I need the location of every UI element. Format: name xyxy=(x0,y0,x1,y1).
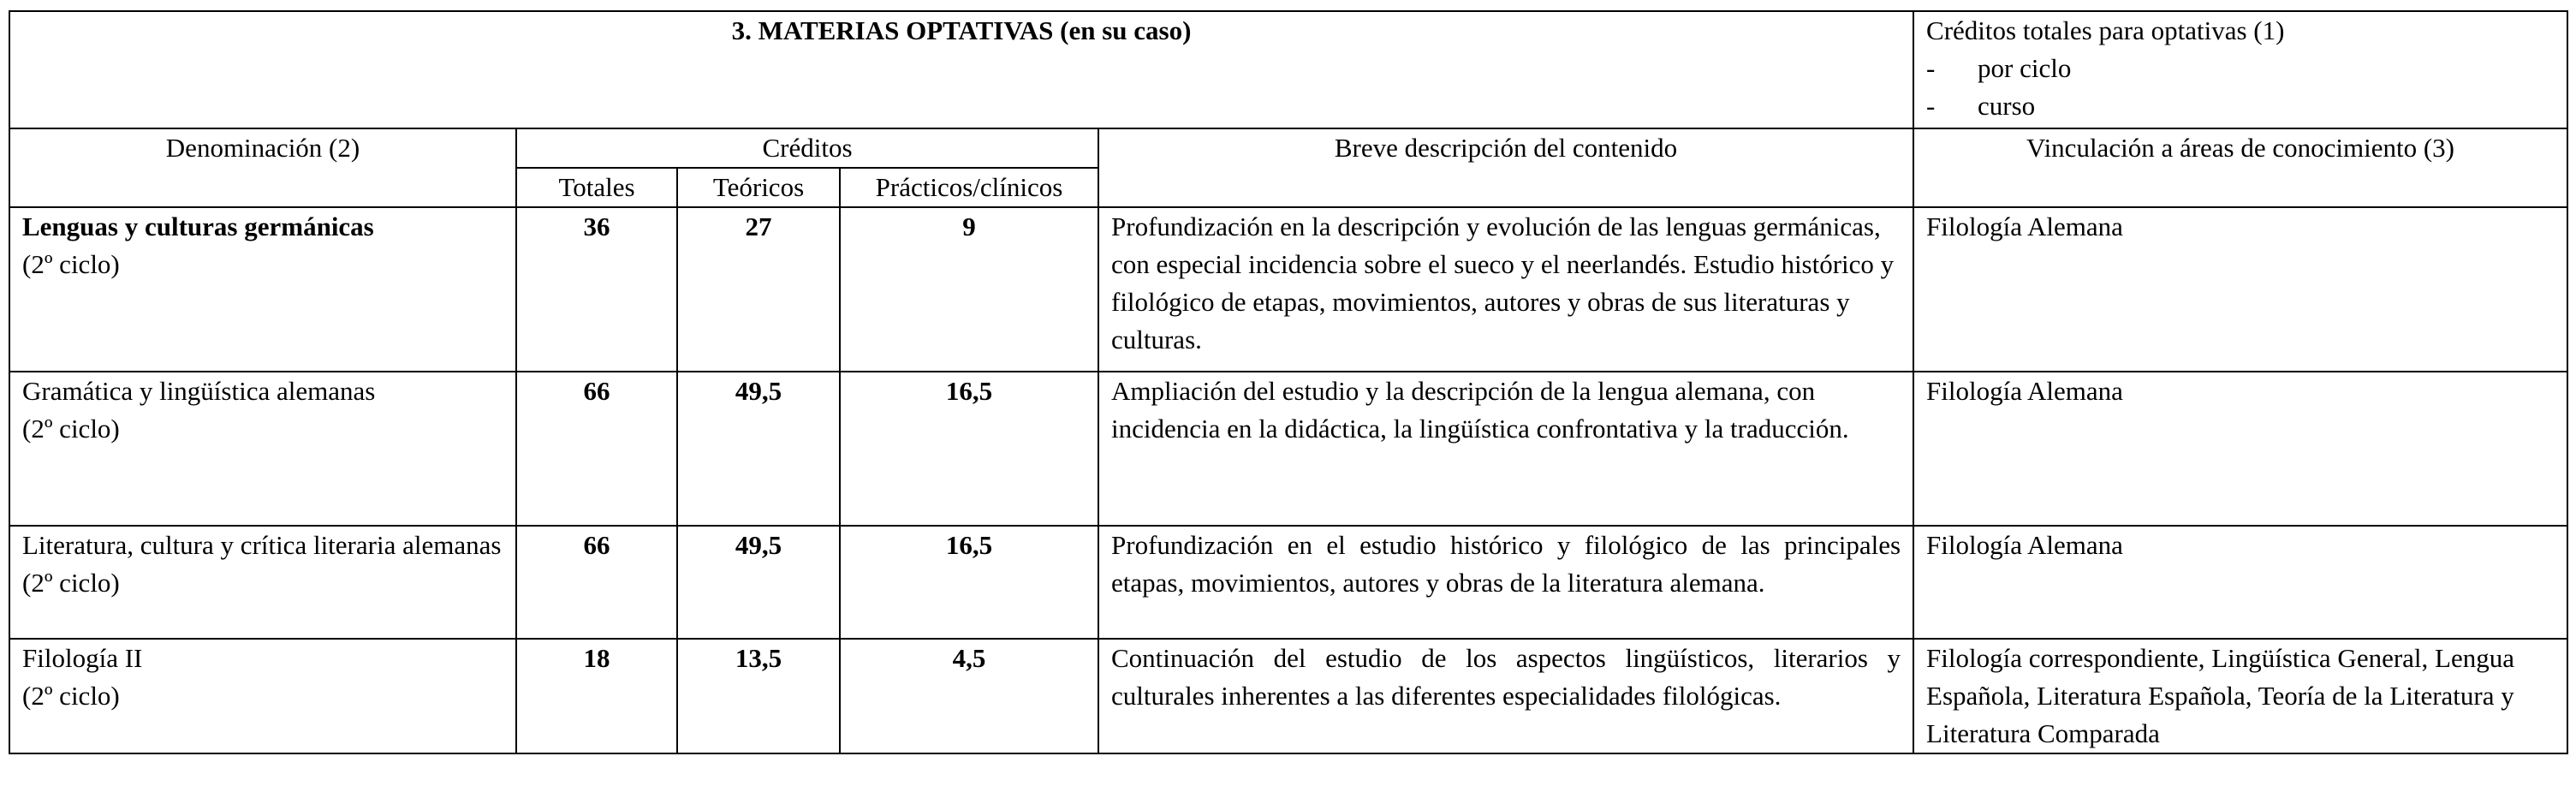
section-title: 3. MATERIAS OPTATIVAS (en su caso) xyxy=(9,11,1913,128)
col-descripcion: Breve descripción del contenido xyxy=(1098,128,1913,207)
credits-teoricos: 49,5 xyxy=(677,526,840,639)
subject-title: Filología II xyxy=(22,643,143,673)
dash-marker: - xyxy=(1926,53,1936,83)
subject-title: Literatura, cultura y crítica literaria alemanas xyxy=(22,530,502,560)
col-denominacion: Denominación (2) xyxy=(9,128,516,207)
col-creditos: Créditos xyxy=(516,128,1098,168)
subject-title: Gramática y lingüística alemanas xyxy=(22,376,376,406)
column-header-row xyxy=(9,128,2567,168)
subject-name xyxy=(9,639,516,753)
credits-totales: 66 xyxy=(516,372,677,526)
table-row xyxy=(9,372,2567,526)
subject-name xyxy=(9,372,516,526)
col-vinculacion: Vinculación a áreas de conocimiento (3) xyxy=(1913,128,2567,207)
subject-description: Profundización en la descripción y evolución de las lenguas germánicas, con especial incidencia sobre el sueco y el neerlandés. Estudio histórico y filológico de etapas, movimientos, autores y obras de sus literaturas y culturas. xyxy=(1098,207,1913,372)
col-totales: Totales xyxy=(516,168,677,207)
subject-name xyxy=(9,207,516,372)
knowledge-area: Filología correspondiente, Lingüística General, Lengua Española, Literatura Española, Teoría de la Literatura y Literatura Comparada xyxy=(1913,639,2567,753)
col-teoricos: Teóricos xyxy=(677,168,840,207)
subject-description: Profundización en el estudio histórico y filológico de las principales etapas, movimientos, autores y obras de la literatura alemana. xyxy=(1098,526,1913,639)
col-practicos: Prácticos/clínicos xyxy=(840,168,1098,207)
per-course-line xyxy=(1926,87,2555,125)
credits-totales: 36 xyxy=(516,207,677,372)
credits-practicos: 16,5 xyxy=(840,372,1098,526)
table-row xyxy=(9,526,2567,639)
title-row xyxy=(9,11,2567,128)
total-credits-box xyxy=(1913,11,2567,128)
subject-name xyxy=(9,526,516,639)
per-cycle-line xyxy=(1926,50,2555,87)
table-row xyxy=(9,207,2567,372)
per-course-label: curso xyxy=(1978,91,2036,121)
credits-totales: 66 xyxy=(516,526,677,639)
subject-cycle: (2º ciclo) xyxy=(22,681,120,711)
subject-cycle: (2º ciclo) xyxy=(22,249,120,279)
knowledge-area: Filología Alemana xyxy=(1913,372,2567,526)
total-credits-label: Créditos totales para optativas (1) xyxy=(1926,15,2285,45)
credits-practicos: 16,5 xyxy=(840,526,1098,639)
credits-teoricos: 13,5 xyxy=(677,639,840,753)
credits-practicos: 4,5 xyxy=(840,639,1098,753)
subject-description: Ampliación del estudio y la descripción de la lengua alemana, con incidencia en la didáctica, la lingüística confrontativa y la traducción. xyxy=(1098,372,1913,526)
credits-practicos: 9 xyxy=(840,207,1098,372)
subject-title: Lenguas y culturas germánicas xyxy=(22,211,374,241)
credits-totales: 18 xyxy=(516,639,677,753)
per-cycle-label: por ciclo xyxy=(1978,53,2072,83)
subject-cycle: (2º ciclo) xyxy=(22,414,120,444)
knowledge-area: Filología Alemana xyxy=(1913,207,2567,372)
dash-marker: - xyxy=(1926,91,1936,121)
subject-cycle: (2º ciclo) xyxy=(22,568,120,598)
optional-subjects-table xyxy=(9,10,2568,754)
knowledge-area: Filología Alemana xyxy=(1913,526,2567,639)
credits-teoricos: 27 xyxy=(677,207,840,372)
table-row xyxy=(9,639,2567,753)
subject-description: Continuación del estudio de los aspectos lingüísticos, literarios y culturales inherentes a las diferentes especialidades filológicas. xyxy=(1098,639,1913,753)
credits-teoricos: 49,5 xyxy=(677,372,840,526)
